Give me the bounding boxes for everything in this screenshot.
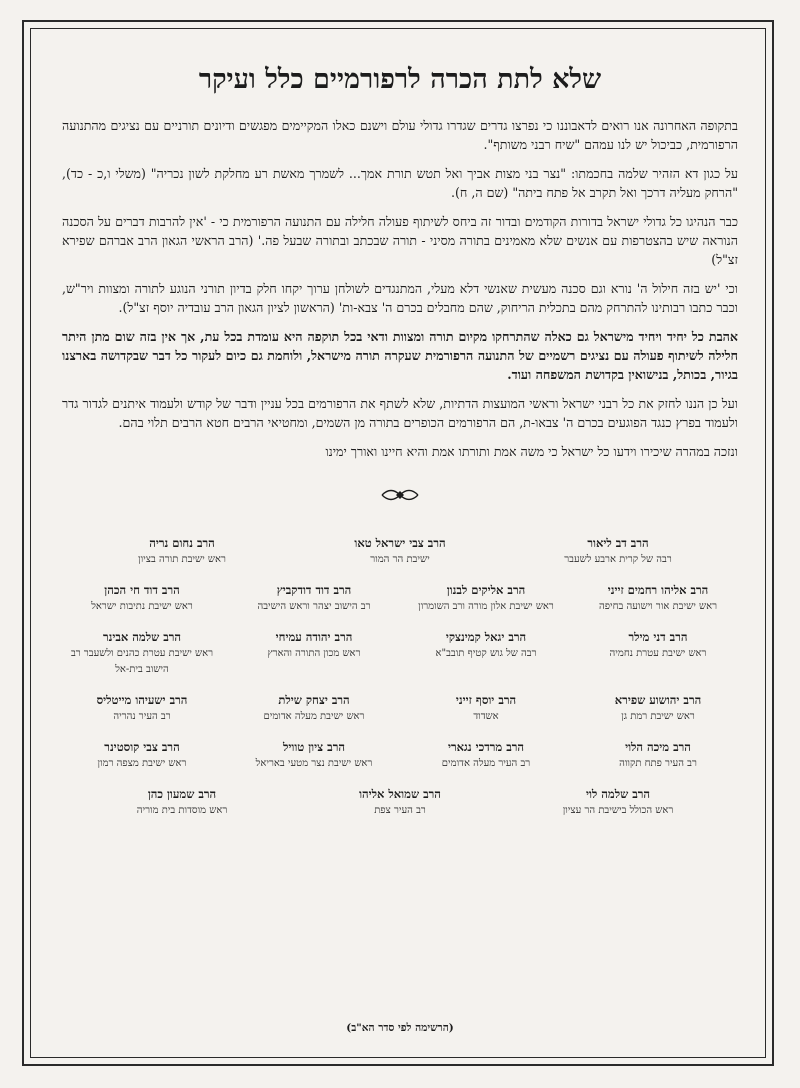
signer-role: ראש ישיבת תורה בציון — [138, 554, 226, 565]
signer-role: ראש ישיבת עטרת כהנים ולשעבר רב הישוב בית-אל — [70, 648, 214, 675]
signer-role: רב העיר נהריה — [113, 711, 171, 722]
signer-name: הרב מרדכי נגארי — [447, 740, 525, 754]
signer — [234, 739, 394, 772]
signer-name: הרב צבי ישראל טאו — [354, 536, 446, 550]
signer — [406, 582, 566, 615]
signer-name: הרב שלמה לוי — [585, 787, 651, 801]
signer — [578, 629, 738, 678]
signer-role: ראש ישיבת מצפה רמון — [97, 758, 187, 769]
signer-name: הרב ישעיהו מייטליס — [96, 693, 188, 707]
signer-role: ראש ישיבת רמת גן — [621, 711, 695, 722]
signer-role: ישיבת הר המור — [370, 554, 430, 565]
signers-row-6 — [62, 786, 738, 819]
signer — [82, 786, 282, 819]
signer-role: רבה של גוש קטיף תובב"א — [435, 648, 537, 659]
signer-role: רבה של קרית ארבע לשעבר — [564, 554, 672, 565]
document-title: שלא לתת הכרה לרפורמיים כלל ועיקר — [198, 64, 602, 95]
signer — [300, 786, 500, 819]
signer — [62, 692, 222, 725]
signer-name: הרב נחום נריה — [149, 536, 215, 550]
signatories — [62, 535, 738, 819]
signer — [300, 535, 500, 568]
paragraph-3: כבר הנהיגו כל גדולי ישראל בדורות הקודמים ובדור זה ביחס לשיתוף פעולה חלילה עם התנועה הרפורמית כי - 'אין להרבות דברים על הסכנה הנוראה שיש בהצטרפות עם אנשים שלא מאמינים בתורה מסיני - תורה שבכתב ובתורה שבעל פה.' (הרב הראשי הגאון הרב אברהם שפירא זצ"ל) — [62, 214, 738, 267]
document-content — [62, 58, 738, 833]
signer-name: הרב דב ליאור — [587, 536, 649, 550]
signer-name: הרב אליהו רחמים זייני — [607, 583, 709, 597]
signer-role: ראש ישיבת נתיבות ישראל — [91, 601, 193, 612]
signer-role: ראש ישיבת אור וישועה בחיפה — [598, 601, 717, 612]
signer — [578, 692, 738, 725]
signer-role: ראש ישיבת עטרת נחמיה — [609, 648, 707, 659]
signer-name: הרב אליקים לבנון — [446, 583, 526, 597]
paragraph-1: בתקופה האחרונה אנו רואים לדאבוננו כי נפרצו גדרים שגדרו גדולי עולם וישנם כאלו המקיימים מפגשים ודיונים תורניים עם נציגים מהתנועה הרפורמית, כביכול יש לנו עמהם "שיח רבני משותף". — [62, 118, 738, 152]
signer-role: ראש הכולל בישיבת הר עציון — [562, 805, 674, 816]
list-order-note: (הרשימה לפי סדר הא"ב) — [346, 1022, 454, 1034]
signer-name: הרב יגאל קמינצקי — [445, 630, 527, 644]
signer — [406, 629, 566, 678]
signer — [578, 739, 738, 772]
paragraph-2: על כגון דא הזהיר שלמה בחכמתו: "נצר בני מצות אביך ואל תטש תורת אמך... לשמרך מאשת רע מחלקת לשון נכריה" (משלי ו,כ - כד), "הרחק מעליה דרכך ואל תקרב אל פתח ביתה" (שם ה, ח). — [62, 166, 738, 200]
signer-name: הרב שמואל אליהו — [359, 787, 441, 801]
signer-role: אשדוד — [473, 711, 499, 722]
signer-role: רב העיר מעלה אדומים — [441, 758, 531, 769]
signer — [518, 535, 718, 568]
signer-role: רב הישוב יצהר וראש הישיבה — [257, 601, 371, 612]
signers-row-1 — [62, 535, 738, 568]
signer — [234, 692, 394, 725]
signer — [234, 582, 394, 615]
signer — [406, 692, 566, 725]
signers-row-4 — [62, 692, 738, 725]
signer — [62, 739, 222, 772]
signer — [234, 629, 394, 678]
signer — [518, 786, 718, 819]
signer-role: ראש מוסדות בית מוריה — [136, 805, 228, 816]
signer — [82, 535, 282, 568]
signer-role: רב העיר צפת — [374, 805, 426, 816]
signer-role: ראש ישיבת מעלה אדומים — [263, 711, 365, 722]
paragraph-7: ונזכה במהרה שיכירו וידעו כל ישראל כי משה אמת ותורתו אמת והיא חיינו ואורך ימינו — [325, 444, 738, 459]
ornament-divider-icon — [62, 485, 738, 505]
signer-name: הרב שלמה אבינר — [102, 630, 182, 644]
signers-row-2 — [62, 582, 738, 615]
signer-name: הרב צבי קוסטינר — [104, 740, 180, 754]
signer-name: הרב שמעון כהן — [147, 787, 217, 801]
signers-row-5 — [62, 739, 738, 772]
signer-name: הרב ציון טוויל — [283, 740, 345, 754]
paragraph-6: ועל כן הננו לחזק את כל רבני ישראל וראשי המועצות הדתיות, שלא לשתף את הרפורמים בכל עניין ודבר של קודש ולעמוד איתנים לגדור גדר ולעמוד בפרץ כנגד הפוגעים בכרם ה' צבאו-ת, הם הרפורמים הכופרים בתורה מן השמים, ומחטיאי הרבים חטא הרבים תלוי בהם. — [62, 396, 738, 430]
signer-role: ראש מכון התורה והארץ — [267, 648, 361, 659]
signer-name: הרב יהושוע שפירא — [614, 693, 702, 707]
signers-row-3 — [62, 629, 738, 678]
signer — [62, 629, 222, 678]
signer-name: הרב דוד דודקביץ — [276, 583, 352, 597]
signer — [62, 582, 222, 615]
signer-role: ראש ישיבת נצר מטעי באריאל — [255, 758, 373, 769]
paragraph-4: וכי 'יש בזה חילול ה' נורא וגם סכנה מעשית שאנשי דלא מעלי, המתנגדים לשולחן ערוך יקחו חלק בדיון תורני הנוגע לתורה ומצוות ויר"ש, וכבר כתבו רבותינו להתרחק מהם בתכלית הריחוק, שהם מחבלים בכרם ה' צבא-ות' (הראשון לציון הגאון הרב עובדיה יוסף זצ"ל). — [62, 281, 738, 315]
paragraph-5: אהבת כל יחיד ויחיד מישראל גם כאלה שהתרחקו מקיום תורה ומצוות ודאי בכל תוקפה היא עומדת בכל עת, אך אין בזה שום מתן היתר חלילה לשיתוף פעולה עם נציגים רשמיים של התנועה הרפורמית שעקרה תורה מישראל, ולוחמת גם כיום לעקור כל דבר שבקדושה בארצנו בגיור, בכותל, בנישואין בקדושת המשפחה ועוד. — [62, 329, 738, 382]
signer — [578, 582, 738, 615]
signer-name: הרב מיכה הלוי — [625, 740, 691, 754]
signer-name: הרב יוסף זייני — [455, 693, 517, 707]
signer-name: הרב יהודה עמיחי — [275, 630, 353, 644]
body-text — [62, 116, 738, 461]
signer-name: הרב יצחק שילת — [278, 693, 350, 707]
signer — [406, 739, 566, 772]
signer-role: רב העיר פתח תקווה — [619, 758, 697, 769]
signer-name: הרב דני מילר — [628, 630, 688, 644]
signer-role: ראש ישיבת אלון מורה ורב השומרון — [418, 601, 554, 612]
signer-name: הרב דוד חי הכהן — [104, 583, 180, 597]
